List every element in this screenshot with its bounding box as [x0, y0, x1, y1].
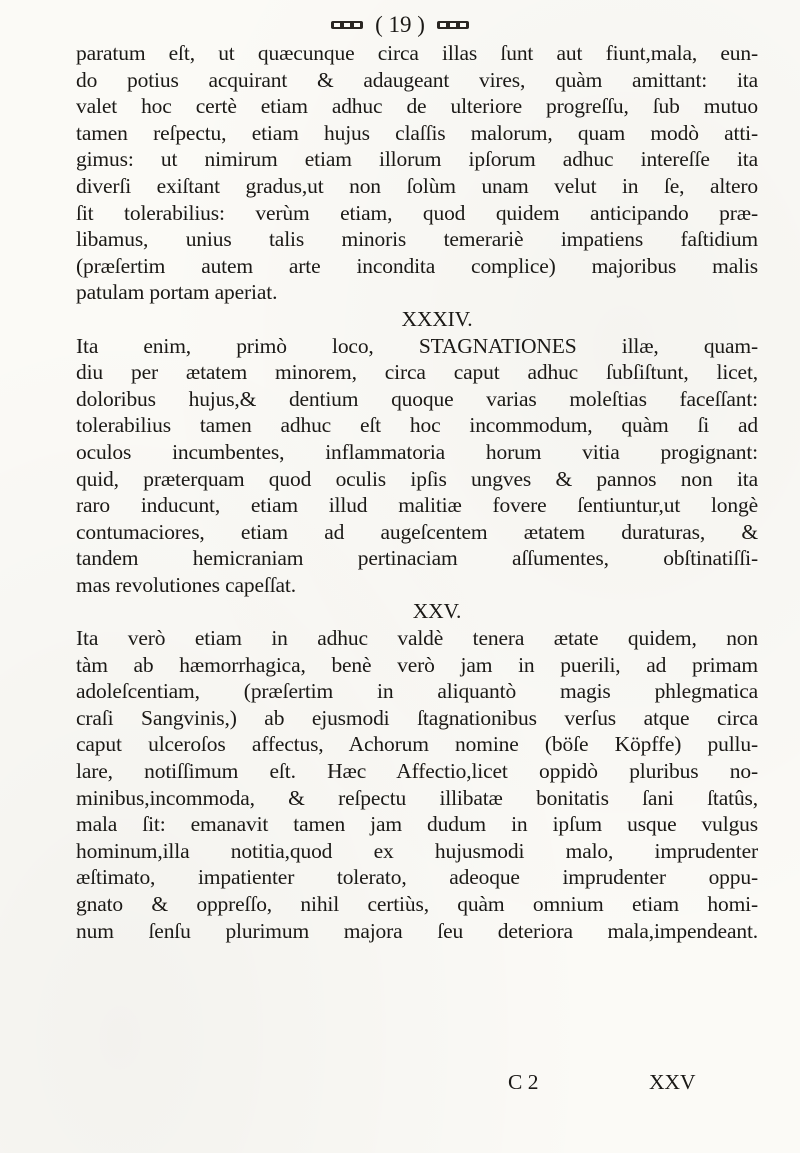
text-line: gimus: ut nimirum etiam illorum ipſorum adhuc intereſſe ita [76, 147, 758, 172]
text-line: contumaciores, etiam ad augeſcentem ætatem duraturas, & [76, 519, 758, 544]
text-line: (præſertim autem arte incondita complice) majoribus malis [76, 253, 758, 278]
section-number: XXXIV. [401, 306, 473, 331]
right-ornament-icon [436, 18, 470, 32]
text-line: doloribus hujus,& dentium quoque varias moleſtias faceſſant: [76, 386, 758, 411]
text-line: tàm ab hæmorrhagica, benè verò jam in puerili, ad primam [76, 652, 758, 677]
page-header [0, 8, 800, 40]
text-line: patulam portam aperiat. [76, 280, 278, 305]
catchword: XXV [649, 1070, 696, 1094]
text-line: hominum,illa notitia,quod ex hujusmodi malo, imprudenter [76, 838, 758, 863]
text-line: lare, notiſſimum eſt. Hæc Affectio,licet oppidò pluribus no- [76, 759, 758, 784]
text-line: Ita verò etiam in adhuc valdè tenera ætate quidem, non [76, 626, 758, 651]
text-line: Ita enim, primò loco, STAGNATIONES illæ, quam- [76, 333, 758, 358]
section-number: XXV. [412, 599, 462, 624]
text-line: raro inducunt, etiam illud malitiæ fovere ſentiuntur,ut longè [76, 493, 758, 518]
text-line: æſtimato, impatienter tolerato, adeoque imprudenter oppu- [76, 865, 758, 890]
text-line: valet hoc certè etiam adhuc de ulteriore progreſſu, ſub mutuo [76, 94, 758, 119]
text-line: paratum eſt, ut quæcunque circa illas ſunt aut fiunt,mala, eun- [76, 41, 758, 65]
text-line: adoleſcentiam, (præſertim in aliquantò magis phlegmatica [76, 679, 758, 704]
body-text [76, 40, 758, 944]
text-line: tamen reſpectu, etiam hujus claſſis malorum, quam modò atti- [76, 120, 758, 145]
text-line: tolerabilius tamen adhuc eſt hoc incommodum, quàm ſi ad [76, 413, 758, 438]
page-footer [76, 1069, 758, 1096]
text-line: tandem hemicraniam pertinaciam aſſumentes, obſtinatiſſi- [76, 546, 758, 571]
text-line: minibus,incommoda, & reſpectu illibatæ bonitatis ſani ſtatûs, [76, 785, 758, 810]
text-line: mas revolutiones capeſſat. [76, 572, 296, 597]
text-line: diverſi exiſtant gradus,ut non ſolùm unam velut in ſe, altero [76, 173, 758, 198]
text-line: libamus, unius talis minoris temerariè impatiens faſtidium [76, 227, 758, 252]
text-line: oculos incumbentes, inflammatoria horum vitia progignant: [76, 439, 758, 464]
text-line: ſit tolerabilius: verùm etiam, quod quidem anticipando præ- [76, 200, 758, 225]
signature-mark: C 2 [508, 1070, 539, 1094]
text-line: diu per ætatem minorem, circa caput adhuc ſubſiſtunt, licet, [76, 360, 758, 385]
text-line: do potius acquirant & adaugeant vires, quàm amittant: ita [76, 67, 758, 92]
text-line: craſi Sangvinis,) ab ejusmodi ſtagnationibus verſus atque circa [76, 705, 758, 730]
text-line: gnato & oppreſſo, nihil certiùs, quàm omnium etiam homi- [76, 892, 758, 916]
text-line: caput ulceroſos affectus, Achorum nomine (böſe Köpffe) pullu- [76, 732, 758, 757]
text-line: mala ſit: emanavit tamen jam dudum in ipſum usque vulgus [76, 812, 758, 837]
page-number: ( 19 ) [375, 11, 425, 37]
text-line: num ſenſu plurimum majora ſeu deteriora mala,impendeant. [76, 918, 758, 943]
left-ornament-icon [330, 18, 364, 32]
text-line: quid, præterquam quod oculis ipſis ungves & pannos non ita [76, 466, 758, 491]
